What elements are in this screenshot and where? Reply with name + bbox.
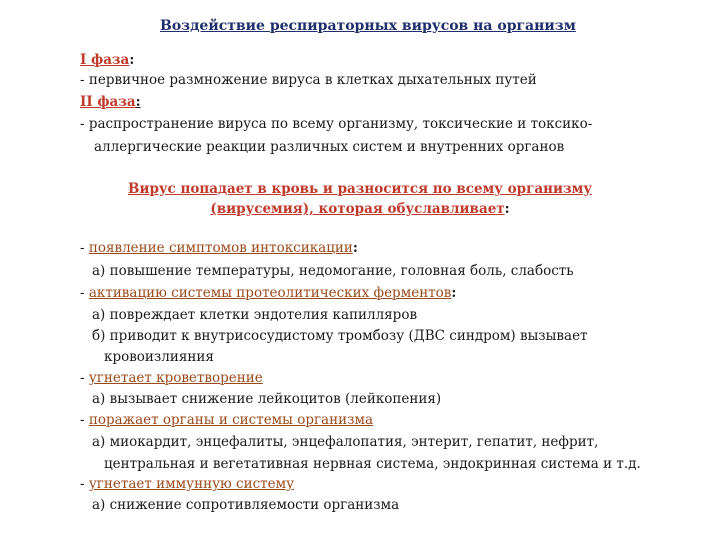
item-enzymes-b-1: б) приводит к внутрисосудистому тромбозу (ДВС синдром) вызывает <box>92 328 588 344</box>
item-intoxication-a: а) повышение температуры, недомогание, головная боль, слабость <box>92 263 574 279</box>
item-organs-label: поражает органы и системы организма <box>88 412 374 428</box>
phase1-colon: : <box>129 52 135 68</box>
phase1-text: - первичное размножение вируса в клетках дыхательных путей <box>80 72 537 88</box>
phase1-label: I фаза <box>80 52 130 68</box>
viremia-colon: : <box>504 201 510 217</box>
item-immune <box>80 476 294 492</box>
item-enzymes-a: а) повреждает клетки эндотелия капилляров <box>92 307 418 323</box>
phase2-label: II фаза <box>80 94 136 110</box>
viremia-line-1 <box>0 181 720 197</box>
colon: : <box>352 240 358 256</box>
viremia-text-2: (вирусемия), которая обуславливает <box>210 201 505 217</box>
phase2-text-1: - распространение вируса по всему организму, токсические и токсико- <box>80 116 593 132</box>
item-immune-label: угнетает иммунную систему <box>88 476 295 492</box>
dash: - <box>80 240 89 256</box>
item-organs-a-1: а) миокардит, энцефалиты, энцефалопатия, энтерит, гепатит, нефрит, <box>92 434 599 450</box>
dash: - <box>80 370 89 386</box>
item-organs <box>80 412 373 428</box>
page-title: Воздействие респираторных вирусов на организм <box>160 18 576 34</box>
item-hematopoiesis-label: угнетает кроветворение <box>88 370 263 386</box>
colon: : <box>451 285 457 301</box>
phase2-text-2: аллергические реакции различных систем и внутренних органов <box>94 139 565 155</box>
item-enzymes <box>80 285 456 301</box>
dash: - <box>80 285 89 301</box>
item-immune-a: а) снижение сопротивляемости организма <box>92 497 400 513</box>
item-hematopoiesis <box>80 370 263 386</box>
item-enzymes-b-2: кровоизлияния <box>104 349 214 365</box>
phase2-heading <box>80 94 141 110</box>
phase1-heading <box>80 52 134 68</box>
viremia-text-1: Вирус попадает в кровь и разносится по всему организму <box>128 181 592 197</box>
item-enzymes-label: активацию системы протеолитических ферментов <box>88 285 452 301</box>
dash: - <box>80 412 89 428</box>
item-organs-a-2: центральная и вегетативная нервная система, эндокринная система и т.д. <box>104 456 641 472</box>
viremia-line-2 <box>0 201 720 217</box>
item-hematopoiesis-a: а) вызывает снижение лейкоцитов (лейкопения) <box>92 391 442 407</box>
dash: - <box>80 476 89 492</box>
item-intoxication-label: появление симптомов интоксикации <box>88 240 353 256</box>
item-intoxication <box>80 240 358 256</box>
phase2-colon: : <box>135 94 141 110</box>
